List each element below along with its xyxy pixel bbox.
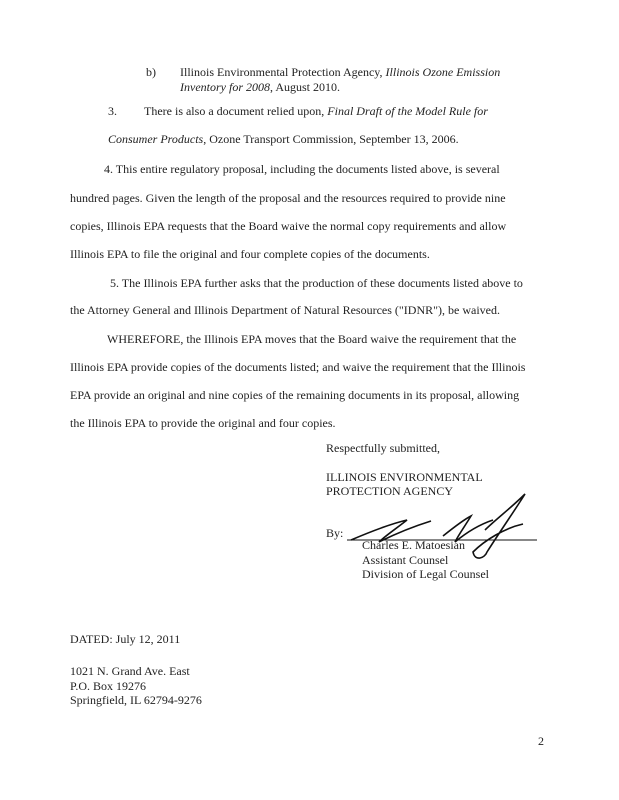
- paragraph-3-number: 3.: [108, 104, 117, 118]
- paragraph-4-line-1: 4. This entire regulatory proposal, including the documents listed above, is several: [104, 162, 500, 176]
- paragraph-3-lead: There is also a document relied upon,: [144, 104, 328, 118]
- paragraph-5-line-2: the Attorney General and Illinois Department of Natural Resources ("IDNR"), be waived.: [70, 303, 500, 317]
- paragraph-3-title-part1: Final Draft of the Model Rule for: [327, 104, 488, 118]
- paragraph-3-tail: , Ozone Transport Commission, September 13, 2006.: [203, 132, 459, 146]
- paragraph-4-line-2: hundred pages. Given the length of the proposal and the resources required to provide nine: [70, 191, 506, 205]
- citation-agency: Illinois Environmental Protection Agency,: [180, 65, 386, 79]
- paragraph-3-title-part2: Consumer Products: [108, 132, 204, 146]
- citation-line-2: [180, 80, 340, 94]
- citation-title-part1: Illinois Ozone Emission: [385, 65, 501, 79]
- dated-line: DATED: July 12, 2011: [70, 632, 181, 646]
- paragraph-3-line-2: [108, 132, 459, 146]
- paragraph-5-line-1: 5. The Illinois EPA further asks that the production of these documents listed above to: [110, 276, 523, 290]
- address-line-2: P.O. Box 19276: [70, 679, 147, 693]
- signer-title: Assistant Counsel: [362, 553, 449, 567]
- closing-salutation: Respectfully submitted,: [326, 441, 440, 455]
- page-number: 2: [538, 734, 544, 748]
- signer-name: Charles E. Matoesian: [362, 538, 465, 552]
- citation-date: , August 2010.: [269, 80, 340, 94]
- wherefore-line-4: the Illinois EPA to provide the original and four copies.: [70, 416, 336, 430]
- by-label: By:: [326, 526, 344, 540]
- paragraph-3-line-1: [144, 104, 488, 118]
- address-line-3: Springfield, IL 62794-9276: [70, 693, 202, 707]
- paragraph-4-line-4: Illinois EPA to file the original and four complete copies of the documents.: [70, 247, 430, 261]
- citation-line-1: [180, 65, 500, 79]
- list-marker-b: b): [146, 65, 156, 79]
- paragraph-4-line-3: copies, Illinois EPA requests that the Board waive the normal copy requirements and allow: [70, 219, 507, 233]
- address-line-1: 1021 N. Grand Ave. East: [70, 664, 190, 678]
- org-name-line-2: PROTECTION AGENCY: [326, 484, 454, 498]
- org-name-line-1: ILLINOIS ENVIRONMENTAL: [326, 470, 483, 484]
- wherefore-line-3: EPA provide an original and nine copies of the remaining documents in its proposal, allowing: [70, 388, 520, 402]
- citation-title-part2: Inventory for 2008: [180, 80, 270, 94]
- wherefore-line-2: Illinois EPA provide copies of the documents listed; and waive the requirement that the Illinois: [70, 360, 526, 374]
- wherefore-line-1: WHEREFORE, the Illinois EPA moves that the Board waive the requirement that the: [107, 332, 517, 346]
- signer-division: Division of Legal Counsel: [362, 567, 489, 581]
